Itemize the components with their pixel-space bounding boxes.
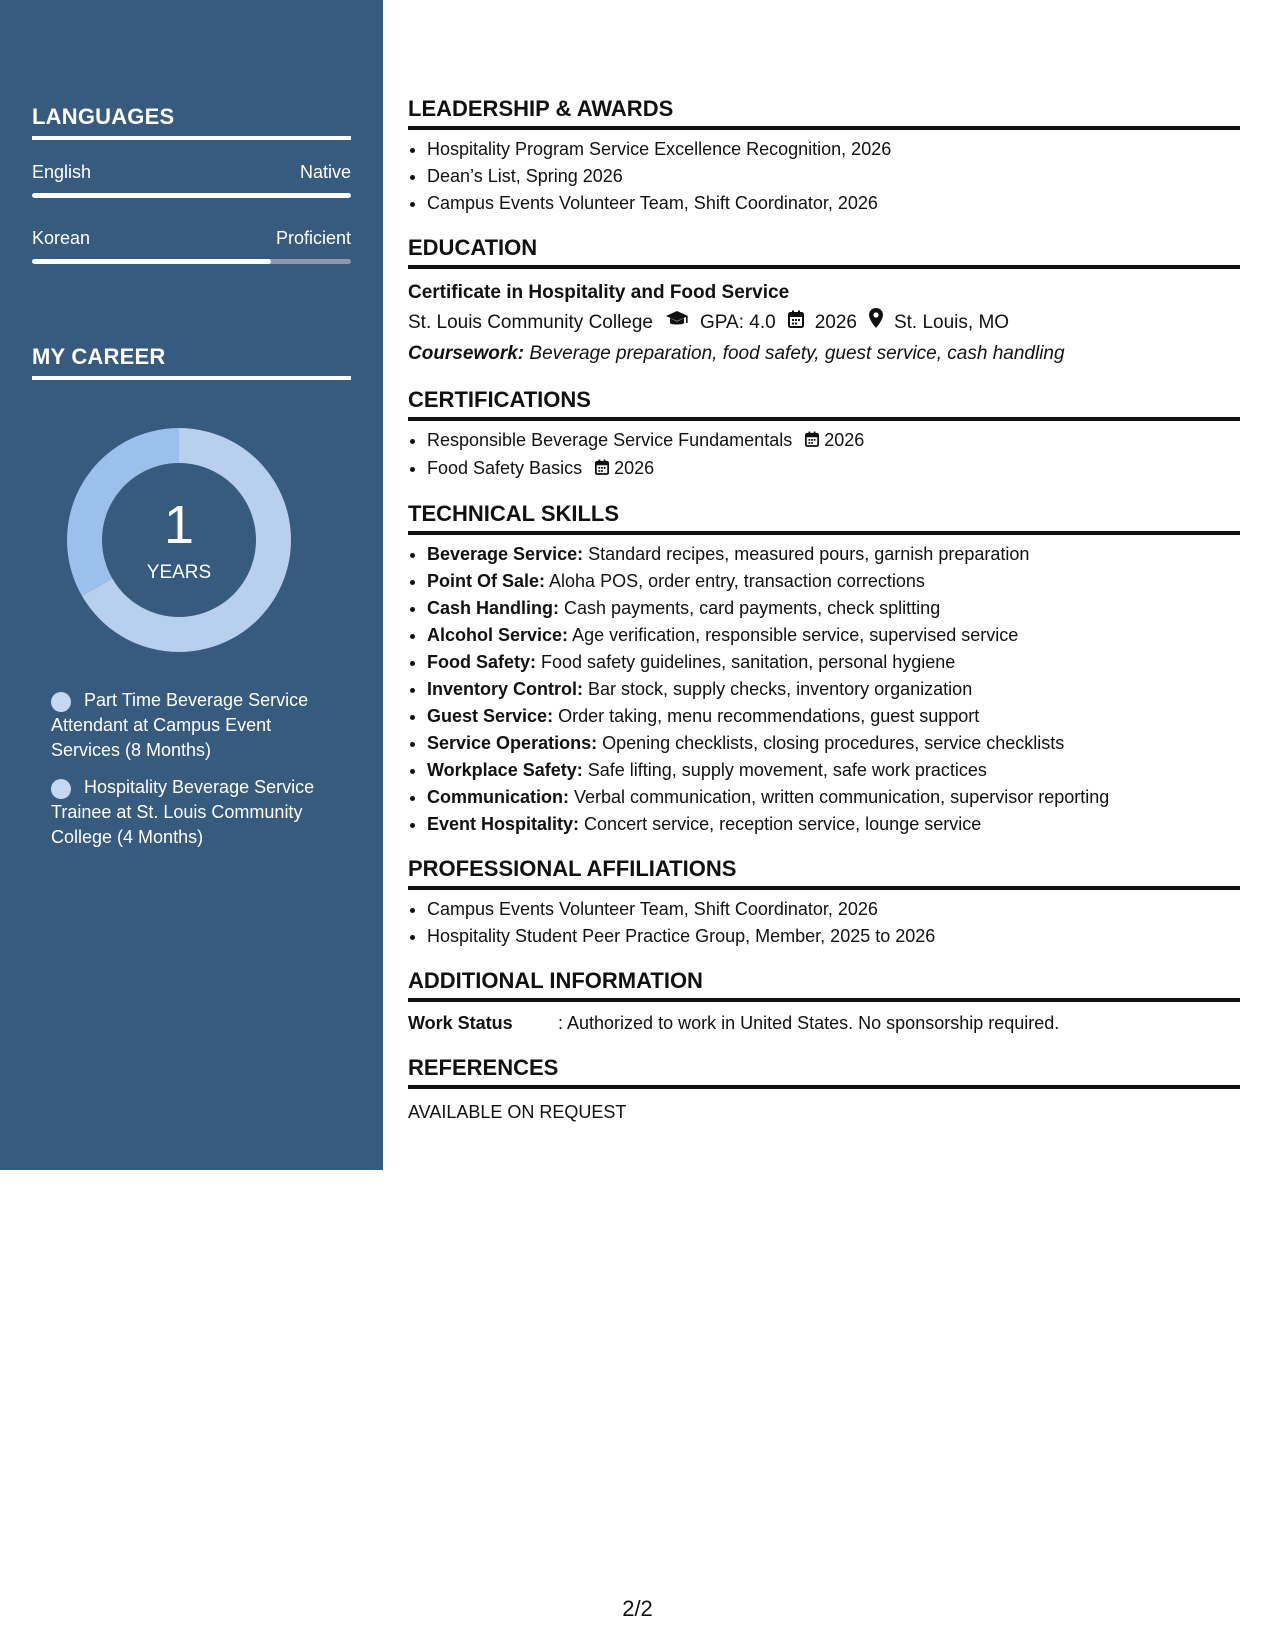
language-row-english (32, 162, 351, 183)
skill-label: Event Hospitality: (427, 813, 580, 834)
map-pin-icon (869, 307, 883, 338)
section-title: CERTIFICATIONS (408, 387, 1240, 421)
certification-name: Food Safety Basics (427, 457, 583, 478)
affiliations-section (408, 856, 1240, 950)
section-title: TECHNICAL SKILLS (408, 501, 1240, 535)
language-bar-korean (32, 259, 351, 264)
leadership-section (408, 96, 1240, 217)
skill-label: Alcohol Service: (427, 624, 569, 645)
career-item-text: Part Time Beverage Service Attendant at Campus Event Services (8 Months) (51, 690, 309, 760)
skill-text: Verbal communication, written communication, supervisor reporting (574, 786, 1110, 807)
career-dot-icon (51, 692, 71, 712)
skill-text: Standard recipes, measured pours, garnish preparation (588, 543, 1030, 564)
page-number: 2/2 (622, 1596, 653, 1621)
skill-item (427, 568, 1240, 595)
career-years-unit: YEARS (146, 562, 212, 583)
work-status-label: Work Status (408, 1012, 513, 1033)
skill-item (427, 811, 1240, 838)
references-section (408, 1055, 1240, 1126)
skill-label: Point Of Sale: (427, 570, 546, 591)
career-years-value: 1 (163, 495, 195, 555)
certification-year: 2026 (824, 430, 865, 450)
certification-item (427, 455, 1240, 483)
certifications-list (408, 427, 1240, 483)
section-title: PROFESSIONAL AFFILIATIONS (408, 856, 1240, 890)
section-title: EDUCATION (408, 235, 1240, 269)
sidebar (0, 0, 383, 1170)
skill-text: Concert service, reception service, lounge service (584, 813, 982, 834)
coursework-text: Beverage preparation, food safety, guest service, cash handling (529, 343, 1065, 364)
skill-item (427, 784, 1240, 811)
section-title: ADDITIONAL INFORMATION (408, 968, 1240, 1002)
skill-text: Safe lifting, supply movement, safe work practices (587, 759, 987, 780)
career-item (51, 688, 341, 763)
language-name: Korean (32, 228, 91, 248)
list-item: • Hospitality Program Service Excellence Recognition, 2026 (427, 136, 1240, 163)
additional-section (408, 968, 1240, 1037)
graduation-year: 2026 (814, 312, 857, 333)
calendar-icon (595, 456, 609, 483)
skill-text: Order taking, menu recommendations, guest support (558, 705, 980, 726)
languages-title: LANGUAGES (32, 104, 351, 140)
skill-item (427, 730, 1240, 757)
work-status-row (408, 1010, 1240, 1037)
skill-label: Workplace Safety: (427, 759, 583, 780)
career-donut-center (67, 428, 291, 652)
gpa: GPA: 4.0 (700, 312, 776, 333)
school-location: St. Louis, MO (893, 312, 1010, 333)
skill-item (427, 703, 1240, 730)
main-content (408, 96, 1240, 1144)
school-name: St. Louis Community College (408, 312, 653, 333)
certification-year: 2026 (614, 457, 655, 478)
skill-text: Cash payments, card payments, check splitting (564, 597, 941, 618)
list-item: • Hospitality Student Peer Practice Group, Member, 2025 to 2026 (427, 923, 1240, 950)
list-item: • Campus Events Volunteer Team, Shift Coordinator, 2026 (427, 896, 1240, 923)
career-donut (67, 428, 291, 652)
skill-label: Cash Handling: (427, 597, 560, 618)
skill-text: Bar stock, supply checks, inventory organization (588, 678, 973, 699)
coursework (408, 338, 1240, 369)
certifications-section (408, 387, 1240, 483)
skill-text: Aloha POS, order entry, transaction corrections (549, 570, 925, 591)
list-item: • Campus Events Volunteer Team, Shift Coordinator, 2026 (427, 190, 1240, 217)
graduation-cap-icon (665, 307, 689, 338)
certification-name: Responsible Beverage Service Fundamentals (427, 430, 793, 450)
skill-label: Service Operations: (427, 732, 598, 753)
skill-item (427, 676, 1240, 703)
languages-section (32, 104, 351, 264)
section-title: REFERENCES (408, 1055, 1240, 1089)
skills-section (408, 501, 1240, 838)
skill-item (427, 595, 1240, 622)
skill-label: Food Safety: (427, 651, 537, 672)
skill-label: Communication: (427, 786, 569, 807)
calendar-icon (805, 428, 819, 455)
coursework-label: Coursework: (408, 343, 525, 364)
career-dot-icon (51, 779, 71, 799)
skill-item (427, 649, 1240, 676)
career-item-text: Hospitality Beverage Service Trainee at St. Louis Community College (4 Months) (51, 777, 315, 847)
list-item: • Dean’s List, Spring 2026 (427, 163, 1240, 190)
career-section (32, 344, 351, 380)
career-list (51, 688, 341, 862)
skill-text: Age verification, responsible service, supervised service (572, 624, 1019, 645)
skill-label: Guest Service: (427, 705, 554, 726)
section-title: LEADERSHIP & AWARDS (408, 96, 1240, 130)
skill-item (427, 622, 1240, 649)
skill-label: Beverage Service: (427, 543, 584, 564)
skill-label: Inventory Control: (427, 678, 583, 699)
skill-item (427, 757, 1240, 784)
career-title: MY CAREER (32, 344, 351, 380)
affiliations-list (408, 896, 1240, 950)
skill-text: Food safety guidelines, sanitation, personal hygiene (541, 651, 956, 672)
education-details (408, 307, 1240, 338)
language-level: Proficient (275, 228, 351, 248)
language-level: Native (299, 162, 351, 182)
skill-item (427, 541, 1240, 568)
language-name: English (32, 162, 92, 182)
language-bar-english (32, 193, 351, 198)
certification-item (427, 427, 1240, 455)
language-bar-fill (32, 259, 271, 264)
calendar-icon (788, 307, 804, 338)
education-section (408, 235, 1240, 369)
language-bar-fill (32, 193, 351, 198)
leadership-list (408, 136, 1240, 217)
language-row-korean (32, 228, 351, 249)
work-status-value: : Authorized to work in United States. No sponsorship required. (558, 1012, 1060, 1033)
career-item (51, 775, 341, 850)
skills-list (408, 541, 1240, 838)
skill-text: Opening checklists, closing procedures, service checklists (602, 732, 1065, 753)
references-text: AVAILABLE ON REQUEST (408, 1101, 627, 1122)
degree-title: Certificate in Hospitality and Food Service (408, 282, 790, 303)
